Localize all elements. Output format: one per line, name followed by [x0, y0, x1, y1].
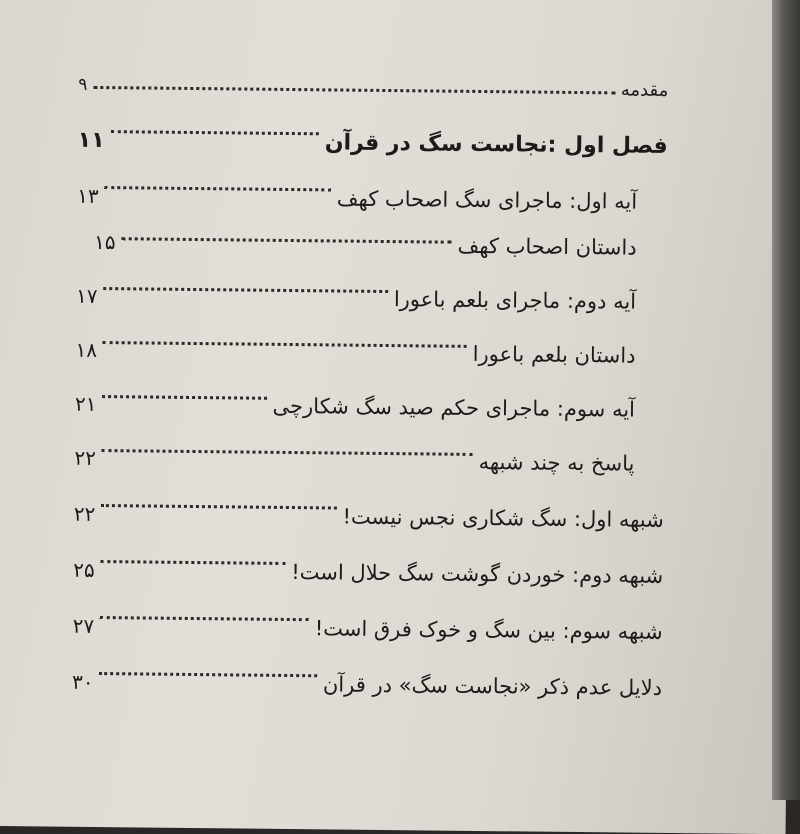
toc-entry-title: آیه دوم: ماجرای بلعم باعورا [393, 287, 637, 314]
toc-entry-title: مقدمه [620, 79, 669, 101]
toc-entry-page: ۱۱ [77, 127, 105, 154]
toc-entry-page: ۹ [78, 74, 88, 95]
toc-entry [74, 470, 665, 532]
dot-leader [104, 273, 388, 293]
toc-entry-page: ۲۲ [73, 501, 96, 526]
toc-entry-page: ۲۷ [72, 613, 95, 638]
toc-entry-title: داستان اصحاب کهف [457, 233, 637, 260]
toc-entry-page: ۱۳ [77, 183, 99, 208]
toc-entry-page: ۲۱ [74, 391, 97, 416]
toc-entry-page: ۲۵ [73, 557, 95, 582]
dot-leader [103, 327, 467, 348]
dot-leader [93, 71, 615, 93]
page-edge-shadow [772, 0, 800, 800]
toc-entry [74, 416, 665, 476]
toc-entry-page: ۲۲ [74, 445, 97, 470]
toc-entry [77, 153, 668, 214]
dot-leader [105, 172, 331, 191]
dot-leader [100, 602, 309, 621]
toc-entry [75, 362, 666, 422]
table-of-contents [72, 65, 669, 700]
toc-entry-title: شبهه دوم: خوردن گوشت سگ حلال است! [291, 560, 664, 588]
toc-entry [72, 638, 663, 700]
toc-entry-chapter-1 [78, 95, 669, 159]
toc-entry [73, 526, 664, 588]
toc-entry-page: ۱۸ [75, 337, 98, 362]
dot-leader [101, 546, 286, 565]
toc-entry [73, 582, 664, 644]
dot-leader [103, 381, 267, 400]
toc-entry-title: شبهه سوم: بین سگ و خوک فرق است! [314, 616, 663, 644]
dot-leader [111, 116, 319, 135]
toc-entry [76, 254, 667, 314]
toc-entry-title: پاسخ به چند شبهه [478, 449, 635, 476]
toc-entry-page: ۱۵ [93, 229, 116, 255]
dot-leader [102, 435, 473, 456]
dot-leader [101, 490, 336, 509]
toc-entry-page: ۳۰ [71, 669, 94, 694]
dot-leader [122, 223, 452, 243]
toc-entry-title: فصل اول :نجاست سگ در قرآن [324, 130, 668, 159]
dot-leader [100, 658, 318, 677]
toc-entry-title: دلایل عدم ذکر «نجاست سگ» در قرآن [322, 672, 663, 700]
toc-entry-page: ۱۷ [76, 283, 98, 308]
toc-entry [75, 308, 666, 368]
toc-entry [77, 208, 667, 260]
toc-entry-title: آیه سوم: ماجرای حکم صید سگ شکارچی [272, 393, 636, 422]
toc-entry-title: آیه اول: ماجرای سگ اصحاب کهف [336, 186, 638, 214]
toc-entry-title: شبهه اول: سگ شکاری نجس نیست! [342, 504, 664, 532]
toc-entry-title: داستان بلعم باعورا [472, 341, 636, 368]
